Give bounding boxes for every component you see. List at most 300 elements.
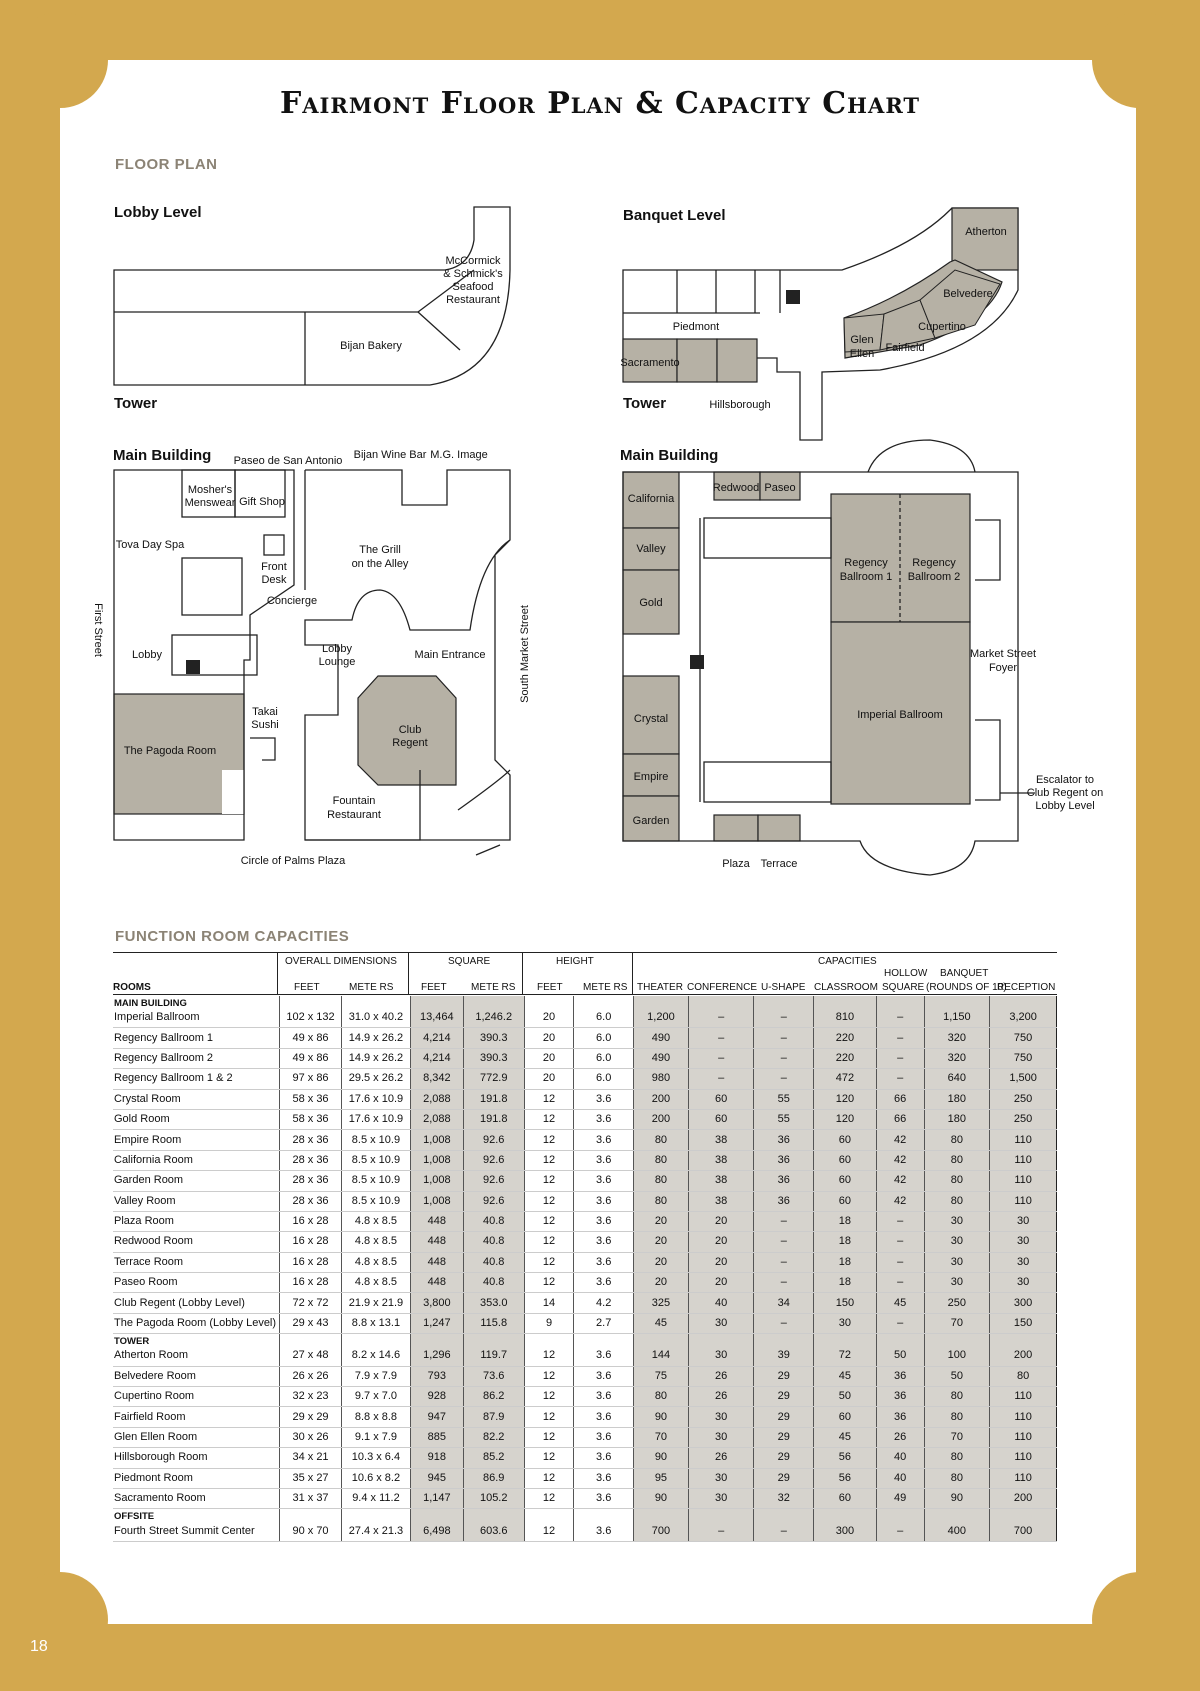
table-cell: 918 bbox=[410, 1448, 463, 1468]
table-cell: 1,296 bbox=[410, 1346, 463, 1366]
table-cell: 28 x 36 bbox=[280, 1191, 342, 1211]
room-name-cell: Belvedere Room bbox=[113, 1366, 280, 1386]
room-label: on the Alley bbox=[351, 558, 409, 570]
table-cell: 30 bbox=[990, 1211, 1057, 1231]
table-cell: 793 bbox=[410, 1366, 463, 1386]
room-label: California bbox=[627, 493, 675, 505]
table-cell: 80 bbox=[924, 1448, 990, 1468]
room-label: Belvedere bbox=[943, 288, 993, 300]
table-cell: 42 bbox=[876, 1150, 924, 1170]
table-cell: 700 bbox=[634, 1521, 689, 1541]
table-cell: 3.6 bbox=[574, 1130, 634, 1150]
table-cell: 119.7 bbox=[463, 1346, 524, 1366]
table-cell: 772.9 bbox=[463, 1069, 524, 1089]
header-height: HEIGHT bbox=[556, 956, 594, 967]
table-cell: 29 bbox=[754, 1427, 814, 1447]
room-name-cell: Regency Ballroom 1 & 2 bbox=[113, 1069, 280, 1089]
table-cell: 40 bbox=[688, 1293, 754, 1313]
table-group-row bbox=[113, 996, 1057, 1008]
table-cell: 3.6 bbox=[574, 1191, 634, 1211]
table-row bbox=[113, 1028, 1057, 1048]
table-cell: – bbox=[876, 1048, 924, 1068]
table-cell: 30 bbox=[924, 1273, 990, 1293]
table-cell: 3.6 bbox=[574, 1448, 634, 1468]
table-cell: 28 x 36 bbox=[280, 1150, 342, 1170]
table-cell: 4.8 x 8.5 bbox=[341, 1211, 410, 1231]
table-cell: 110 bbox=[990, 1387, 1057, 1407]
table-cell: 92.6 bbox=[463, 1171, 524, 1191]
table-cell: 70 bbox=[634, 1427, 689, 1447]
table-cell: 36 bbox=[754, 1191, 814, 1211]
room-name-cell: Atherton Room bbox=[113, 1346, 280, 1366]
room-name-cell: Imperial Ballroom bbox=[113, 1008, 280, 1028]
banquet-level-label: Banquet Level bbox=[623, 207, 726, 224]
table-cell: 28 x 36 bbox=[280, 1130, 342, 1150]
room-label: Plaza bbox=[722, 858, 750, 870]
table-cell: 30 bbox=[688, 1346, 754, 1366]
table-cell: 80 bbox=[924, 1387, 990, 1407]
table-cell: 300 bbox=[814, 1521, 877, 1541]
room-label: M.G. Image bbox=[430, 449, 488, 461]
table-cell: 150 bbox=[814, 1293, 877, 1313]
room-label: Imperial Ballroom bbox=[857, 709, 943, 721]
table-cell: 36 bbox=[754, 1171, 814, 1191]
table-cell: 115.8 bbox=[463, 1313, 524, 1333]
room-label: Ballroom 1 bbox=[839, 571, 893, 583]
table-cell: 42 bbox=[876, 1130, 924, 1150]
table-cell: 6.0 bbox=[574, 1048, 634, 1068]
table-cell: 66 bbox=[876, 1109, 924, 1129]
table-cell: 60 bbox=[814, 1150, 877, 1170]
table-cell: 60 bbox=[814, 1191, 877, 1211]
table-cell: 750 bbox=[990, 1048, 1057, 1068]
table-cell: 60 bbox=[814, 1488, 877, 1508]
group-label: MAIN BUILDING bbox=[113, 996, 280, 1008]
page-number: 18 bbox=[30, 1638, 48, 1655]
room-label: Lobby bbox=[322, 643, 352, 655]
table-cell: 8.5 x 10.9 bbox=[341, 1191, 410, 1211]
table-cell: 14.9 x 26.2 bbox=[341, 1048, 410, 1068]
hillsborough-room bbox=[717, 339, 757, 382]
table-cell: 80 bbox=[634, 1150, 689, 1170]
table-cell: 12 bbox=[524, 1468, 574, 1488]
table-cell: 12 bbox=[524, 1109, 574, 1129]
table-cell: 3.6 bbox=[574, 1387, 634, 1407]
table-cell: 885 bbox=[410, 1427, 463, 1447]
table-cell: 3.6 bbox=[574, 1366, 634, 1386]
table-cell: 390.3 bbox=[463, 1048, 524, 1068]
room-label: The Grill bbox=[359, 544, 401, 556]
table-cell: 36 bbox=[876, 1366, 924, 1386]
table-cell: 8.2 x 14.6 bbox=[341, 1346, 410, 1366]
table-cell: 12 bbox=[524, 1150, 574, 1170]
table-cell: 92.6 bbox=[463, 1150, 524, 1170]
table-cell: 3.6 bbox=[574, 1150, 634, 1170]
room-label: Club Regent on bbox=[1026, 787, 1104, 799]
table-cell: 16 x 28 bbox=[280, 1252, 342, 1272]
header-feet: FEET bbox=[537, 982, 563, 993]
table-cell: 12 bbox=[524, 1089, 574, 1109]
table-cell: 21.9 x 21.9 bbox=[341, 1293, 410, 1313]
room-label: The Pagoda Room bbox=[123, 745, 217, 757]
room-label: Restaurant bbox=[327, 809, 381, 821]
table-cell: – bbox=[688, 1521, 754, 1541]
room-label: Market Street bbox=[969, 648, 1037, 660]
table-cell: 38 bbox=[688, 1191, 754, 1211]
room-label: Takai bbox=[252, 706, 278, 718]
header-capacities: CAPACITIES bbox=[818, 956, 877, 967]
room-label: Escalator to bbox=[1035, 774, 1095, 786]
table-cell: 9 bbox=[524, 1313, 574, 1333]
table-cell: 102 x 132 bbox=[280, 1008, 342, 1028]
table-cell: 250 bbox=[990, 1089, 1057, 1109]
header-square2: SQUARE bbox=[882, 982, 925, 993]
table-cell: 90 bbox=[634, 1488, 689, 1508]
room-label: Fountain bbox=[332, 795, 376, 807]
table-cell: 17.6 x 10.9 bbox=[341, 1089, 410, 1109]
table-cell: 220 bbox=[814, 1048, 877, 1068]
table-cell: 390.3 bbox=[463, 1028, 524, 1048]
room-name-cell: Empire Room bbox=[113, 1130, 280, 1150]
room-label: Paseo de San Antonio bbox=[233, 455, 343, 467]
table-cell: 90 bbox=[634, 1407, 689, 1427]
table-cell: – bbox=[754, 1048, 814, 1068]
table-cell: 13,464 bbox=[410, 1008, 463, 1028]
table-cell: 12 bbox=[524, 1521, 574, 1541]
table-cell: 10.3 x 6.4 bbox=[341, 1448, 410, 1468]
room-label: Main Entrance bbox=[414, 649, 486, 661]
table-cell: 4.8 x 8.5 bbox=[341, 1232, 410, 1252]
table-cell: 20 bbox=[634, 1211, 689, 1231]
atherton-room bbox=[952, 208, 1018, 270]
table-cell: 30 bbox=[688, 1488, 754, 1508]
table-cell: 29 x 29 bbox=[280, 1407, 342, 1427]
table-cell: 30 x 26 bbox=[280, 1427, 342, 1447]
table-cell: 20 bbox=[524, 1028, 574, 1048]
table-cell: 60 bbox=[814, 1171, 877, 1191]
table-cell: 20 bbox=[688, 1273, 754, 1293]
table-row bbox=[113, 1313, 1057, 1333]
room-label: Concierge bbox=[266, 595, 318, 607]
table-cell: – bbox=[754, 1028, 814, 1048]
table-cell: 3.6 bbox=[574, 1089, 634, 1109]
table-cell: 87.9 bbox=[463, 1407, 524, 1427]
table-cell: 90 bbox=[924, 1488, 990, 1508]
table-cell: 26 bbox=[876, 1427, 924, 1447]
table-cell: 14.9 x 26.2 bbox=[341, 1028, 410, 1048]
table-row bbox=[113, 1387, 1057, 1407]
table-group-row bbox=[113, 1509, 1057, 1522]
table-cell: 180 bbox=[924, 1109, 990, 1129]
table-cell: 400 bbox=[924, 1521, 990, 1541]
table-cell: 58 x 36 bbox=[280, 1109, 342, 1129]
table-cell: 3,800 bbox=[410, 1293, 463, 1313]
table-row bbox=[113, 1089, 1057, 1109]
table-cell: – bbox=[688, 1008, 754, 1028]
table-cell: 12 bbox=[524, 1366, 574, 1386]
room-label: Gold bbox=[639, 597, 663, 609]
table-cell: 9.4 x 11.2 bbox=[341, 1488, 410, 1508]
table-cell: 38 bbox=[688, 1130, 754, 1150]
floor-plan-heading: FLOOR PLAN bbox=[115, 156, 218, 173]
table-cell: 80 bbox=[990, 1366, 1057, 1386]
table-cell: 42 bbox=[876, 1171, 924, 1191]
table-cell: 80 bbox=[634, 1191, 689, 1211]
corner-ornament bbox=[12, 1572, 108, 1668]
table-cell: – bbox=[876, 1028, 924, 1048]
table-cell: 945 bbox=[410, 1468, 463, 1488]
table-cell: 32 x 23 bbox=[280, 1387, 342, 1407]
table-cell: 80 bbox=[924, 1130, 990, 1150]
table-cell: 200 bbox=[634, 1089, 689, 1109]
room-name-cell: Plaza Room bbox=[113, 1211, 280, 1231]
header-meters: METE RS bbox=[583, 982, 628, 993]
table-cell: 1,008 bbox=[410, 1171, 463, 1191]
table-cell: 45 bbox=[634, 1313, 689, 1333]
room-label: Regent bbox=[392, 737, 428, 749]
room-label: Terrace bbox=[760, 858, 798, 870]
table-cell: 4.2 bbox=[574, 1293, 634, 1313]
table-cell: 3,200 bbox=[990, 1008, 1057, 1028]
table-cell: – bbox=[876, 1211, 924, 1231]
table-cell: 110 bbox=[990, 1171, 1057, 1191]
table-cell: 80 bbox=[924, 1191, 990, 1211]
table-cell: – bbox=[876, 1273, 924, 1293]
header-theater: THEATER bbox=[637, 982, 683, 993]
table-cell: – bbox=[688, 1048, 754, 1068]
table-cell: 300 bbox=[990, 1293, 1057, 1313]
room-name-cell: Sacramento Room bbox=[113, 1488, 280, 1508]
room-name-cell: The Pagoda Room (Lobby Level) bbox=[113, 1313, 280, 1333]
table-cell: 810 bbox=[814, 1008, 877, 1028]
table-cell: 1,500 bbox=[990, 1069, 1057, 1089]
table-cell: 4,214 bbox=[410, 1048, 463, 1068]
room-name-cell: Fourth Street Summit Center bbox=[113, 1521, 280, 1541]
table-cell: 70 bbox=[924, 1427, 990, 1447]
table-cell: 30 bbox=[924, 1252, 990, 1272]
table-cell: 56 bbox=[814, 1448, 877, 1468]
room-label: Hillsborough bbox=[709, 399, 771, 411]
room-label: Bijan Bakery bbox=[340, 340, 402, 352]
table-cell: 38 bbox=[688, 1150, 754, 1170]
table-cell: 40.8 bbox=[463, 1252, 524, 1272]
table-cell: 18 bbox=[814, 1273, 877, 1293]
room-label: Fairfield bbox=[885, 342, 925, 354]
table-cell: 49 x 86 bbox=[280, 1028, 342, 1048]
table-cell: 60 bbox=[688, 1109, 754, 1129]
table-cell: 750 bbox=[990, 1028, 1057, 1048]
table-cell: 18 bbox=[814, 1232, 877, 1252]
table-cell: 26 x 26 bbox=[280, 1366, 342, 1386]
table-row bbox=[113, 1521, 1057, 1541]
table-cell: 40.8 bbox=[463, 1211, 524, 1231]
piedmont-room bbox=[677, 339, 717, 382]
table-cell: 90 bbox=[634, 1448, 689, 1468]
table-cell: 18 bbox=[814, 1211, 877, 1231]
table-row bbox=[113, 1008, 1057, 1028]
tower-label: Tower bbox=[623, 395, 667, 412]
main-building-label: Main Building bbox=[620, 447, 719, 464]
header-rooms: ROOMS bbox=[113, 982, 151, 993]
table-cell: 12 bbox=[524, 1191, 574, 1211]
room-label: Lobby bbox=[132, 649, 162, 661]
table-cell: 947 bbox=[410, 1407, 463, 1427]
table-row bbox=[113, 1171, 1057, 1191]
table-cell: 45 bbox=[814, 1366, 877, 1386]
table-cell: 110 bbox=[990, 1448, 1057, 1468]
table-cell: 12 bbox=[524, 1427, 574, 1447]
table-cell: 250 bbox=[924, 1293, 990, 1313]
room-name-cell: Piedmont Room bbox=[113, 1468, 280, 1488]
table-cell: – bbox=[754, 1069, 814, 1089]
room-label: & Schmick's bbox=[443, 268, 503, 280]
table-cell: – bbox=[754, 1521, 814, 1541]
room-label: Crystal bbox=[633, 713, 669, 725]
header-conference: CONFERENCE bbox=[687, 982, 758, 993]
header-meters: METE RS bbox=[471, 982, 516, 993]
table-cell: 72 bbox=[814, 1346, 877, 1366]
table-row bbox=[113, 1252, 1057, 1272]
table-cell: 448 bbox=[410, 1252, 463, 1272]
table-cell: 20 bbox=[688, 1211, 754, 1231]
table-cell: 8.5 x 10.9 bbox=[341, 1171, 410, 1191]
table-cell: 110 bbox=[990, 1130, 1057, 1150]
room-label: Atherton bbox=[965, 226, 1007, 238]
table-cell: 2.7 bbox=[574, 1313, 634, 1333]
table-cell: 12 bbox=[524, 1171, 574, 1191]
table-cell: 73.6 bbox=[463, 1366, 524, 1386]
table-cell: 220 bbox=[814, 1028, 877, 1048]
table-cell: 472 bbox=[814, 1069, 877, 1089]
table-cell: 320 bbox=[924, 1028, 990, 1048]
table-cell: 30 bbox=[688, 1313, 754, 1333]
room-name-cell: Cupertino Room bbox=[113, 1387, 280, 1407]
table-cell: 10.6 x 8.2 bbox=[341, 1468, 410, 1488]
table-cell: 700 bbox=[990, 1521, 1057, 1541]
table-cell: 12 bbox=[524, 1407, 574, 1427]
table-cell: 12 bbox=[524, 1448, 574, 1468]
room-label: Cupertino bbox=[918, 321, 966, 333]
table-cell: 12 bbox=[524, 1387, 574, 1407]
table-cell: 12 bbox=[524, 1232, 574, 1252]
header-reception: RECEPTION bbox=[997, 982, 1056, 993]
room-name-cell: Redwood Room bbox=[113, 1232, 280, 1252]
table-cell: 3.6 bbox=[574, 1407, 634, 1427]
table-cell: 110 bbox=[990, 1407, 1057, 1427]
table-cell: – bbox=[876, 1313, 924, 1333]
table-cell: 3.6 bbox=[574, 1171, 634, 1191]
table-cell: 6.0 bbox=[574, 1069, 634, 1089]
room-name-cell: Garden Room bbox=[113, 1171, 280, 1191]
table-cell: 1,147 bbox=[410, 1488, 463, 1508]
table-cell: 640 bbox=[924, 1069, 990, 1089]
header-square: SQUARE bbox=[448, 956, 491, 967]
table-cell: 110 bbox=[990, 1468, 1057, 1488]
table-cell: 36 bbox=[876, 1387, 924, 1407]
table-cell: 36 bbox=[754, 1150, 814, 1170]
lobby-level-label: Lobby Level bbox=[114, 204, 202, 221]
table-cell: 200 bbox=[990, 1488, 1057, 1508]
room-label: Ballroom 2 bbox=[907, 571, 961, 583]
room-label: Seafood bbox=[452, 281, 494, 293]
table-cell: 3.6 bbox=[574, 1521, 634, 1541]
table-cell: 36 bbox=[876, 1407, 924, 1427]
table-cell: 110 bbox=[990, 1150, 1057, 1170]
table-cell: – bbox=[754, 1252, 814, 1272]
table-cell: – bbox=[754, 1211, 814, 1231]
capacity-table-header bbox=[113, 952, 1057, 995]
table-cell: 2,088 bbox=[410, 1109, 463, 1129]
header-feet: FEET bbox=[294, 982, 320, 993]
table-cell: 29 bbox=[754, 1366, 814, 1386]
room-label: Piedmont bbox=[672, 321, 720, 333]
table-cell: – bbox=[876, 1252, 924, 1272]
table-cell: 55 bbox=[754, 1089, 814, 1109]
table-cell: 80 bbox=[634, 1171, 689, 1191]
table-cell: 110 bbox=[990, 1427, 1057, 1447]
table-cell: 16 x 28 bbox=[280, 1232, 342, 1252]
plaza-room bbox=[714, 815, 758, 841]
table-cell: 85.2 bbox=[463, 1448, 524, 1468]
table-cell: 180 bbox=[924, 1089, 990, 1109]
table-cell: 72 x 72 bbox=[280, 1293, 342, 1313]
table-cell: 144 bbox=[634, 1346, 689, 1366]
table-cell: 120 bbox=[814, 1089, 877, 1109]
table-cell: 20 bbox=[634, 1252, 689, 1272]
table-cell: 30 bbox=[990, 1252, 1057, 1272]
table-cell: 120 bbox=[814, 1109, 877, 1129]
table-cell: 200 bbox=[990, 1346, 1057, 1366]
room-label: Regency bbox=[844, 557, 888, 569]
table-cell: 191.8 bbox=[463, 1089, 524, 1109]
table-cell: 16 x 28 bbox=[280, 1273, 342, 1293]
table-cell: 60 bbox=[814, 1407, 877, 1427]
table-cell: 60 bbox=[814, 1130, 877, 1150]
table-cell: 80 bbox=[924, 1407, 990, 1427]
table-cell: 353.0 bbox=[463, 1293, 524, 1313]
street-label: First Street bbox=[92, 603, 104, 657]
room-label: Empire bbox=[633, 771, 669, 783]
table-cell: 29.5 x 26.2 bbox=[341, 1069, 410, 1089]
table-cell: 55 bbox=[754, 1109, 814, 1129]
table-cell: 29 bbox=[754, 1407, 814, 1427]
table-cell: 50 bbox=[814, 1387, 877, 1407]
table-cell: 980 bbox=[634, 1069, 689, 1089]
table-cell: 20 bbox=[524, 1048, 574, 1068]
room-label: Ellen bbox=[849, 348, 875, 360]
table-cell: 36 bbox=[754, 1130, 814, 1150]
table-row bbox=[113, 1069, 1057, 1089]
table-cell: 30 bbox=[990, 1273, 1057, 1293]
street-label: South Market Street bbox=[519, 605, 531, 703]
table-row bbox=[113, 1130, 1057, 1150]
table-cell: 32 bbox=[754, 1488, 814, 1508]
table-cell: 8.5 x 10.9 bbox=[341, 1130, 410, 1150]
table-cell: 42 bbox=[876, 1191, 924, 1211]
table-cell: 45 bbox=[814, 1427, 877, 1447]
table-cell: 8.8 x 8.8 bbox=[341, 1407, 410, 1427]
table-cell: 56 bbox=[814, 1468, 877, 1488]
table-cell: 29 bbox=[754, 1387, 814, 1407]
table-cell: 16 x 28 bbox=[280, 1211, 342, 1231]
header-feet: FEET bbox=[421, 982, 447, 993]
table-cell: 34 x 21 bbox=[280, 1448, 342, 1468]
table-cell: 12 bbox=[524, 1130, 574, 1150]
table-cell: 928 bbox=[410, 1387, 463, 1407]
table-cell: 70 bbox=[924, 1313, 990, 1333]
table-cell: 3.6 bbox=[574, 1273, 634, 1293]
room-label: Desk bbox=[261, 574, 287, 586]
